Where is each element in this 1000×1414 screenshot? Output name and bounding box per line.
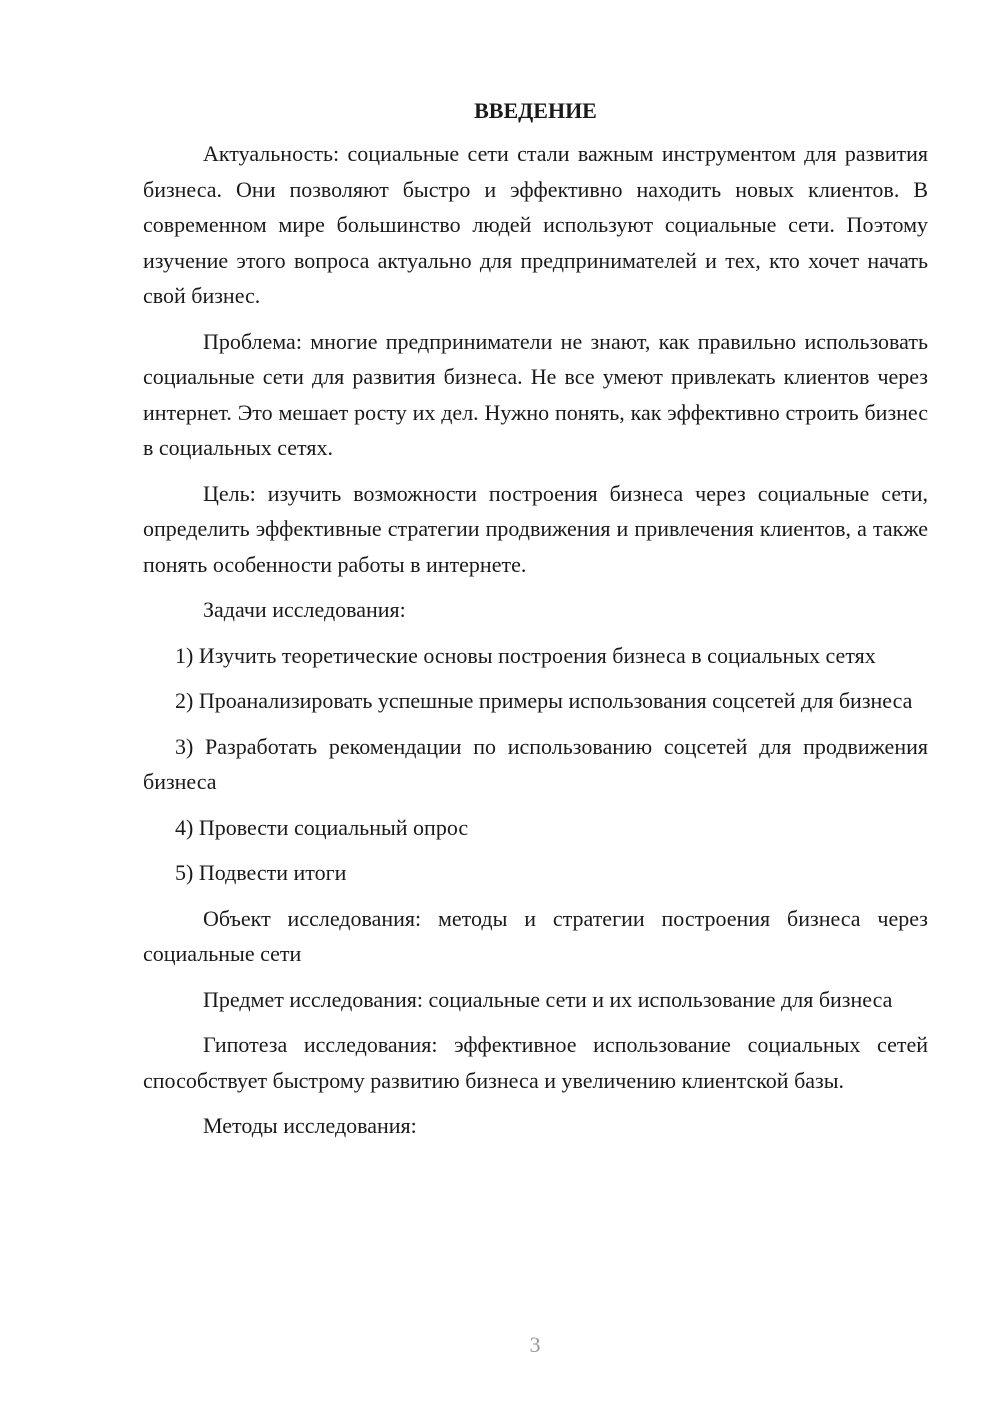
task-item-4: 4) Провести социальный опрос <box>175 814 469 840</box>
problem-paragraph: Проблема: многие предприниматели не знают, как правильно использовать социальные сети для развития бизнеса. Не все умеют привлекать клиентов через интернет. Это мешает росту их дел. Нужно понять, как эффективно строить бизнес в социальных сетях. <box>143 328 928 460</box>
task-item-3: 3) Разработать рекомендации по использованию соцсетей для продвижения бизнеса <box>143 733 928 794</box>
methods-heading: Методы исследования: <box>203 1113 417 1138</box>
section-title: ВВЕДЕНИЕ <box>474 98 597 123</box>
subject-paragraph: Предмет исследования: социальные сети и их использование для бизнеса <box>203 986 893 1012</box>
task-item-2: 2) Проанализировать успешные примеры использования соцсетей для бизнеса <box>175 688 913 713</box>
hypothesis-paragraph: Гипотеза исследования: эффективное использование социальных сетей способствует быстрому развитию бизнеса и увеличению клиентской базы. <box>143 1032 928 1093</box>
page-number: 3 <box>529 1332 541 1357</box>
object-paragraph: Объект исследования: методы и стратегии построения бизнеса через социальные сети <box>143 905 928 966</box>
task-item-1: 1) Изучить теоретические основы построения бизнеса в социальных сетях <box>175 642 876 668</box>
goal-paragraph: Цель: изучить возможности построения бизнеса через социальные сети, определить эффективные стратегии продвижения и привлечения клиентов, а также понять особенности работы в интернете. <box>143 480 928 577</box>
page-content <box>143 94 928 1154</box>
task-item-5: 5) Подвести итоги <box>175 860 347 885</box>
tasks-heading: Задачи исследования: <box>203 597 406 622</box>
relevance-paragraph: Актуальность: социальные сети стали важным инструментом для развития бизнеса. Они позволяют быстро и эффективно находить новых клиентов. В современном мире большинство людей используют социальные сети. Поэтому изучение этого вопроса актуально для предпринимателей и тех, кто хочет начать свой бизнес. <box>143 141 928 308</box>
